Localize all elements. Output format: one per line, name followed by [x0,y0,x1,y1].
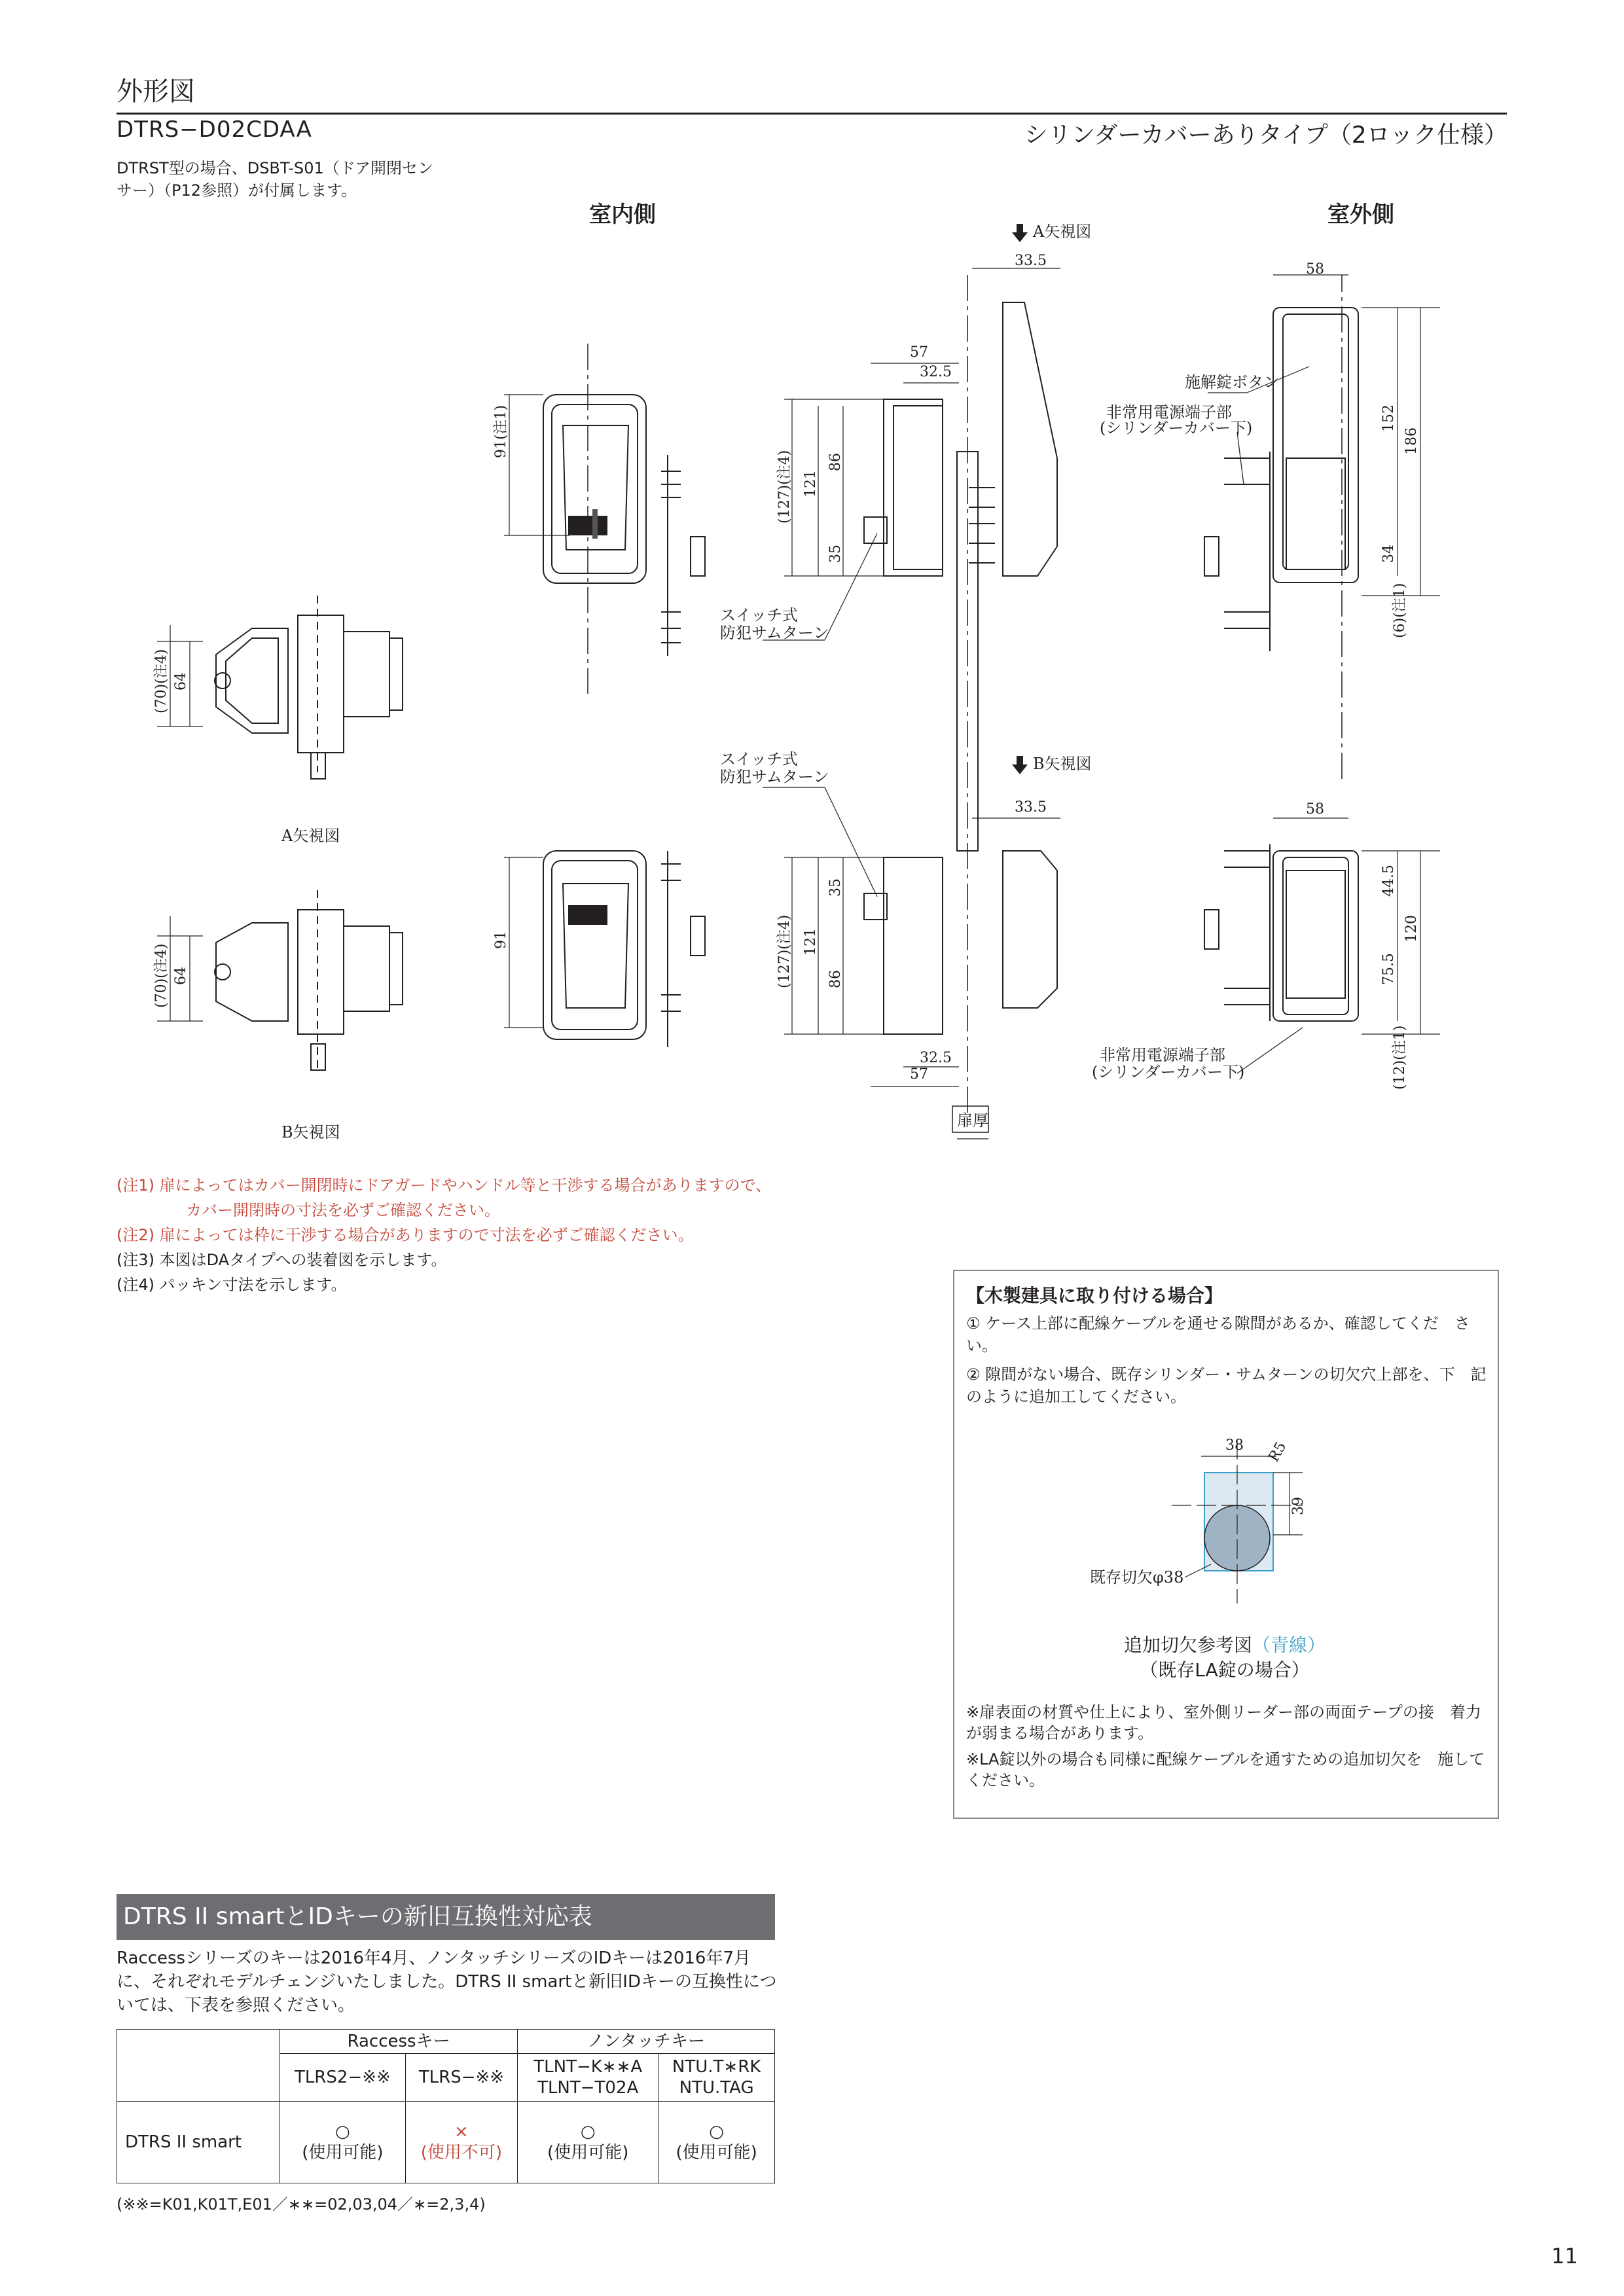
view-a-drawing [157,596,403,779]
indoor-unit-front-top [504,344,705,694]
wood-dim-r5: R5 [1265,1439,1290,1465]
page-number: 11 [1551,2244,1578,2269]
view-a-arrow-label: A矢視図 [1033,223,1092,241]
wood-footnotes [966,1702,1490,1791]
switch-thumbturn-2a: スイッチ式 [720,750,799,768]
dim-127-note4-top: (127)(注4) [776,450,793,524]
cell-3 [518,2102,659,2183]
table-row [117,2102,775,2183]
compat-section-title: DTRS II smartとIDキーの新旧互換性対応表 [117,1894,775,1940]
wood-dim-39: 39 [1290,1497,1307,1515]
cylinder-cover-top: (シリンダーカバー下) [1100,419,1253,437]
dim-34: 34 [1380,545,1397,563]
description-line-2: サー）（P12参照）が付属します。 [117,181,357,200]
cell-2 [405,2102,517,2183]
dim-120: 120 [1403,915,1420,942]
emergency-terminal-bottom: 非常用電源端子部 [1100,1046,1225,1064]
dim-35-top: 35 [827,545,844,563]
dim-33-5-top: 33.5 [1015,253,1047,269]
note-4: (注4) パッキン寸法を示します。 [117,1276,347,1294]
wood-item-1: ① ケース上部に配線ケーブルを通せる隙間があるか、確認してくだ さい。 [966,1314,1470,1355]
dim-32-5-bottom: 32.5 [920,1050,952,1066]
indoor-unit-front-bottom [504,851,705,1047]
col-ntu-b: NTU.TAG [679,2078,754,2098]
wood-title: 【木製建具に取り付ける場合】 [966,1285,1223,1306]
group-raccess: Raccessキー [280,2030,518,2054]
dim-64-a: 64 [173,672,189,691]
dim-121-top: 121 [803,470,819,497]
indoor-unit-side-bottom [784,818,1060,1139]
cell-4 [659,2102,775,2183]
outdoor-label: 室外側 [1327,202,1394,228]
view-b-arrow-label: B矢視図 [1033,755,1092,773]
table-row [117,2030,775,2054]
dim-186: 186 [1403,427,1420,455]
dim-127-note4-bottom: (127)(注4) [776,914,793,988]
wood-foot-2: ※LA錠以外の場合も同様に配線ケーブルを通すための追加切欠を 施してください。 [966,1750,1485,1789]
emergency-terminal-top: 非常用電源端子部 [1106,403,1232,422]
note-1b: カバー開閉時の寸法を必ずご確認ください。 [186,1201,500,1219]
cell-2-text: (使用不可) [420,2143,503,2162]
col-ntu-a: NTU.T∗RK [672,2057,761,2077]
door-thickness-label: 扉厚 [957,1111,988,1130]
dim-57-top: 57 [910,344,928,361]
model-number: DTRS−D02CDAA [117,117,312,143]
dim-58-top: 58 [1306,261,1324,278]
compat-table [117,2029,775,2183]
wood-caption-blue: （青線） [1252,1634,1326,1656]
notes [117,1173,771,1297]
row-label: DTRS II smart [117,2102,280,2183]
cell-1-text: (使用可能) [302,2143,384,2162]
col-tlrs: TLRS−※※ [405,2054,517,2102]
view-b-drawing [157,890,403,1073]
compat-intro: Raccessシリーズのキーは2016年4月、ノンタッチシリーズのIDキーは2016年7月に、それぞれモデルチェンジいたしました。DTRS II smartと新旧IDキーの互換性については、下表を参照ください。 [117,1948,777,2015]
wood-foot-1: ※扉表面の材質や仕上により、室外側リーダー部の両面テープの接 着力が弱まる場合があります。 [966,1703,1481,1742]
wood-caption-main: 追加切欠参考図 [1123,1634,1252,1656]
wood-dim-38: 38 [1225,1437,1244,1454]
dim-44-5: 44.5 [1380,865,1397,897]
view-b-caption: B矢視図 [281,1123,340,1141]
cell-1-mark: ○ [335,2122,350,2142]
dim-12-note1: (12)(注1) [1392,1025,1408,1090]
dim-70-note4-a: (70)(注4) [153,649,170,713]
wood-caption-sub: （既存LA錠の場合） [1140,1659,1310,1681]
note-3: (注3) 本図はDAタイプへの装着図を示します。 [117,1251,447,1269]
table-note: (※※=K01,K01T,E01／∗∗=02,03,04／∗=2,3,4) [117,2195,486,2214]
product-subtitle: シリンダーカバーありタイプ（2ロック仕様） [1024,122,1507,149]
dim-91: 91 [493,931,509,949]
cell-3-text: (使用可能) [547,2143,629,2162]
dim-86-top: 86 [827,453,844,471]
col-tlnt-b: TLNT−T02A [537,2078,639,2098]
dim-33-5-bottom: 33.5 [1015,799,1047,816]
table-corner [117,2030,280,2102]
outdoor-unit-front-top [1204,275,1440,779]
cell-4-mark: ○ [709,2122,724,2142]
wood-caption [953,1633,1496,1658]
dim-91-note1: 91(注1) [493,404,509,458]
indoor-label: 室内側 [589,202,656,228]
wood-item-2: ② 隙間がない場合、既存シリンダー・サムターンの切欠穴上部を、下 記のように追加工してください。 [966,1365,1487,1406]
dim-64-b: 64 [173,967,189,985]
cell-3-mark: ○ [580,2122,596,2142]
cell-2-mark: × [454,2122,469,2142]
cell-1 [280,2102,406,2183]
dim-57-bottom: 57 [910,1066,928,1083]
col-tlrs2: TLRS2−※※ [280,2054,406,2102]
dim-86-bottom: 86 [827,970,844,988]
dim-152: 152 [1380,404,1397,432]
switch-thumbturn-1b: 防犯サムターン [720,624,829,642]
col-tlnt [518,2054,659,2102]
cell-4-text: (使用可能) [676,2143,757,2162]
dim-121-bottom: 121 [803,928,819,956]
wood-existing-cut: 既存切欠φ38 [1090,1568,1184,1587]
dim-6-note1: (6)(注1) [1392,583,1408,638]
col-tlnt-a: TLNT−K∗∗A [533,2057,643,2077]
dim-35-bottom: 35 [827,878,844,897]
dim-32-5-top: 32.5 [920,364,952,380]
col-ntu [659,2054,775,2102]
page-title: 外形図 [117,77,195,107]
dim-58-bottom: 58 [1306,801,1324,817]
description-line-1: DTRST型の場合、DSBT-S01（ドア開閉セン [117,159,434,177]
note-2: (注2) 扉によっては枠に干渉する場合がありますので寸法を必ずご確認ください。 [117,1226,694,1244]
release-button-label: 施解錠ボタン [1185,373,1279,391]
dim-70-note4-b: (70)(注4) [153,943,170,1008]
note-1a: (注1) 扉によってはカバー開閉時にドアガードやハンドル等と干渉する場合がありますので、 [117,1176,772,1194]
cylinder-cover-bottom: (シリンダーカバー下) [1092,1063,1245,1081]
group-nontouch: ノンタッチキー [518,2030,775,2054]
indoor-unit-side-top [784,268,1060,1113]
switch-thumbturn-1a: スイッチ式 [720,606,799,624]
view-a-caption: A矢視図 [281,827,340,845]
switch-thumbturn-2b: 防犯サムターン [720,768,829,786]
dim-75-5: 75.5 [1380,953,1397,985]
